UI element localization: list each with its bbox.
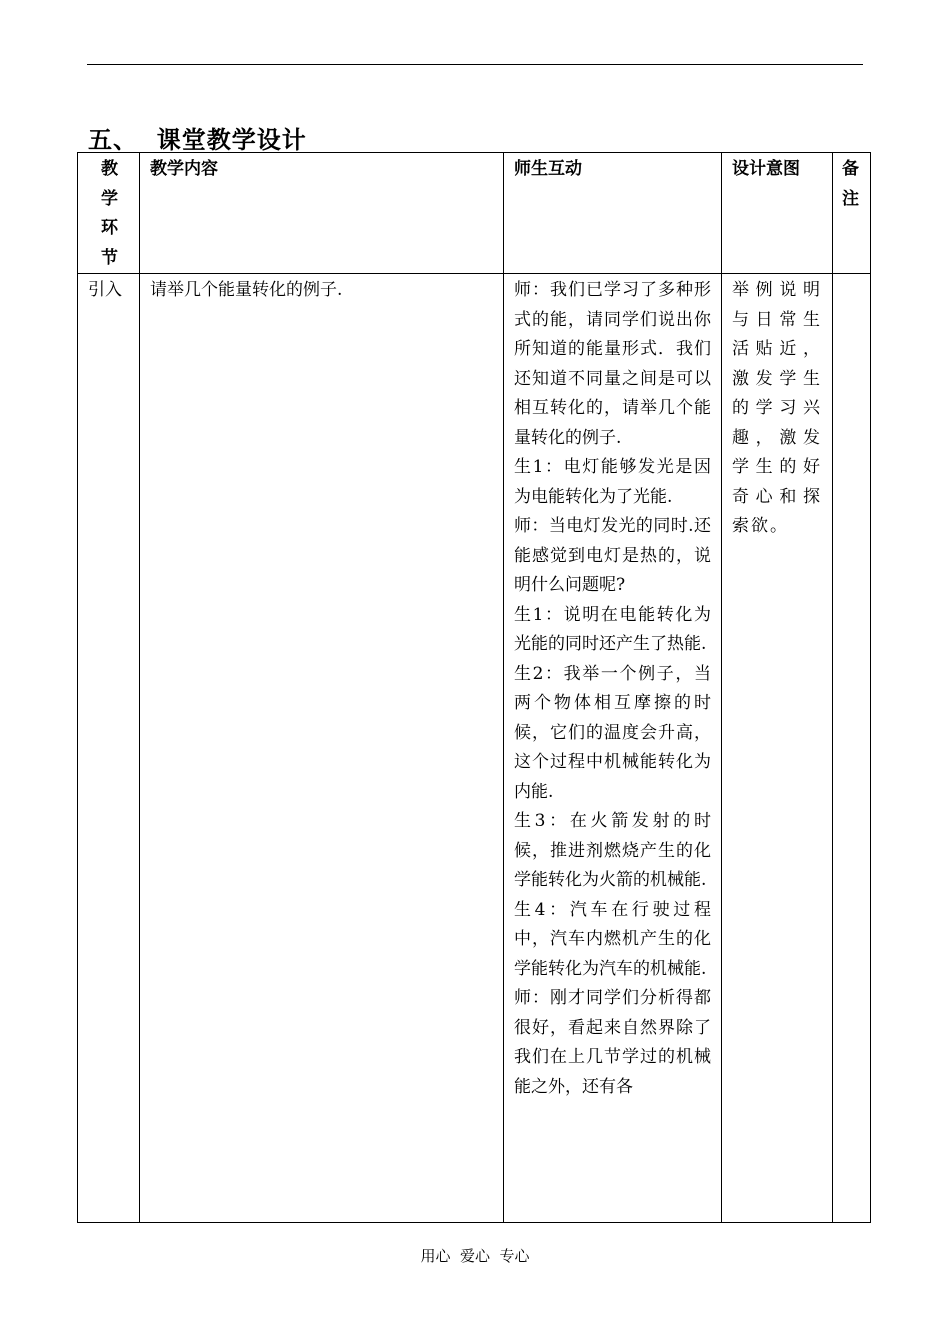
cell-stage: 引入 [78, 274, 140, 1223]
dialogue-line: 生4：汽车在行驶过程中，汽车内燃机产生的化学能转化为汽车的机械能. [514, 899, 711, 979]
cell-remark [833, 274, 871, 1223]
dialogue-line: 生3：在火箭发射的时候，推进剂燃烧产生的化学能转化为火箭的机械能. [514, 811, 711, 890]
table-header-row [78, 153, 871, 274]
cell-content: 请举几个能量转化的例子. [140, 274, 504, 1223]
dialogue-line: 师：刚才同学们分析得都很好，看起来自然界除了我们在上几节学过的机械能之外，还有各 [514, 988, 711, 1097]
page-footer: 用心 爱心 专心 [420, 1247, 530, 1265]
dialogue-line: 师：我们已学习了多种形式的能，请同学们说出你所知道的能量形式．我们还知道不同量之间是可以相互转化的，请举几个能量转化的例子. [514, 280, 711, 448]
lesson-design-table [77, 152, 871, 1223]
header-rule [87, 64, 863, 65]
header-intent: 设计意图 [722, 153, 833, 274]
cell-intent: 举例说明与日常生活贴近，激发学生的学习兴趣，激发学生的好奇心和探索欲。 [722, 274, 833, 1223]
dialogue-line: 生1：电灯能够发光是因为电能转化为了光能. [514, 457, 711, 507]
table-row [78, 274, 871, 1223]
header-interaction: 师生互动 [504, 153, 722, 274]
header-content: 教学内容 [140, 153, 504, 274]
header-stage: 教学环节 [78, 153, 140, 274]
dialogue-line: 生1：说明在电能转化为光能的同时还产生了热能. [514, 604, 711, 654]
cell-interaction [504, 274, 722, 1223]
section-title: 五、 课堂教学设计 [88, 126, 307, 154]
header-remark: 备注 [833, 153, 871, 274]
dialogue-line: 师：当电灯发光的同时.还能感觉到电灯是热的，说明什么问题呢? [514, 516, 711, 595]
dialogue-line: 生2：我举一个例子，当两个物体相互摩擦的时候，它们的温度会升高，这个过程中机械能转化为内能. [514, 663, 711, 802]
